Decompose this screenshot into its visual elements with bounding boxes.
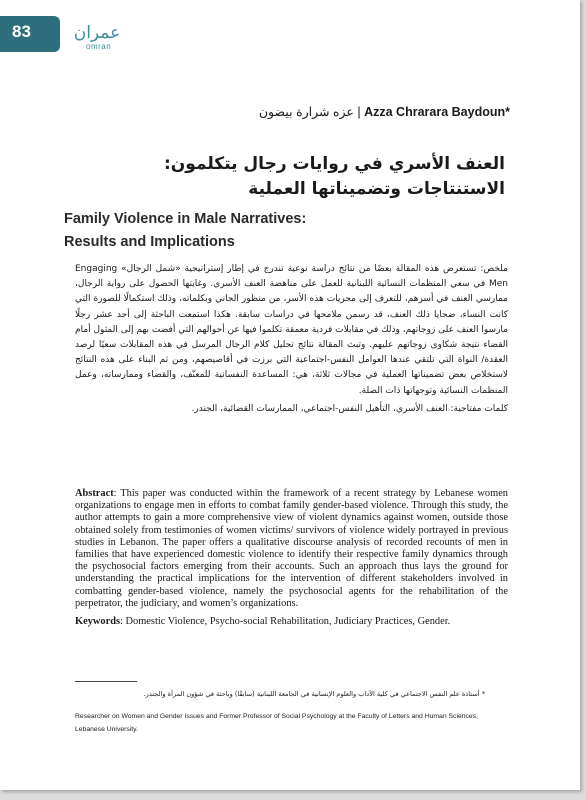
english-abstract-paragraph: [75, 488, 508, 610]
english-keywords: [75, 616, 508, 628]
page-number-tab: [0, 16, 60, 52]
english-title-line2: Results and Implications: [64, 234, 235, 250]
arabic-keywords-text: العنف الأسري، التأهيل النفس-اجتماعي، الممارسات القضائية، الجندر.: [191, 403, 448, 414]
english-title-line1: Family Violence in Male Narratives:: [64, 211, 307, 227]
arabic-title-line2: الاستنتاجات وتضميناتها العملية: [248, 179, 505, 199]
author-mark: *: [505, 105, 510, 119]
arabic-keywords-label: كلمات مفتاحية:: [450, 403, 508, 414]
author-separator: |: [357, 105, 361, 119]
footnote-divider: [75, 681, 137, 682]
logo-text: عمران: [73, 23, 121, 43]
page-number: 83: [12, 22, 31, 41]
english-keywords-text: : Domestic Violence, Psycho-social Rehabilitation, Judiciary Practices, Gender.: [120, 616, 451, 628]
author-arabic: عزه شرارة بيضون: [258, 105, 354, 119]
footnote-arabic: * أستاذة علم النفس الاجتماعي في كلية الآداب والعلوم الإنسانية في الجامعة اللبنانية (سابقًا) وباحثة في شؤون المرأة والجندر.: [143, 690, 485, 698]
arabic-title-line1: العنف الأسري في روايات رجال يتكلمون:: [164, 154, 505, 174]
arabic-abstract-label: ملخص:: [480, 264, 508, 274]
logo-subtitle: omran: [86, 42, 112, 51]
arabic-abstract-paragraph: [75, 262, 508, 399]
footnote-english: Researcher on Women and Gender Issues and Former Professor of Social Psychology at the Faculty of Letters and Human Sciences, Lebanese University.: [75, 713, 478, 733]
english-abstract: [75, 488, 508, 628]
author-english: Azza Chrarara Baydoun: [364, 105, 506, 119]
english-title: [64, 208, 424, 254]
arabic-abstract-body: تستعرض هذه المقالة بعضًا من نتائج دراسة نوعية تندرج في إطار إستراتيجية «شمل الرجال» Engaging Men في سعي المنظمات النسائية اللبنانية للعمل على مناهضة العنف الأسري. وغايتها الحصول على رواية الرجال، ممارسي العنف في أسرهم، للتعرف إلى مجريات هذه الأسر، من منظور الجاني وبكلماته، وذلك استكمالًا للصورة التي كانت النساء، ضحايا ذلك العنف، قد رسمن ملامحها في دراسات سابقة. هكذا استمعت الباحثة إلى أحد عشر رجلًا مارسوا العنف على زوجاتهم، وذلك في مقابلات فردية معمقة تكلموا فيها عن أحوالهم التي أفضت بهم إلى المثول أمام القضاء نتيجة شكاوى زوجاتهم عليهم. وتبث المقالة نتائج تحليل كلام الرجال المرسل في هذه المقابلات سعيًا لرصد العقدة/ النواة التي تلتقي عندها العوامل النفس-اجتماعية التي برزت في أقاصيصهم، ومن ثم البناء على هذه النتائج لاستخلاص بعض تضميناتها العملية في مجالات ثلاثة، هي: المساعدة النفسانية للمعنّف، والقضاء وممارساته، وعمل المنظمات النسائية وتوجهاتها ذات الصلة.: [75, 264, 508, 396]
arabic-title: [75, 152, 505, 202]
arabic-abstract: [75, 262, 508, 417]
english-abstract-label: Abstract: [75, 488, 114, 499]
english-abstract-body: : This paper was conducted within the framework of a recent strategy by Lebanese women organizations to engage men in efforts to combat family gender-based violence. Through this study, the author attempts to gain a more comprehensive view of violent dynamics against women, outside those obtained solely from testimonies of women victims/ survivors of violence widely portrayed in previous studies in Lebanon. The paper offers a qualitative discourse analysis of recorded recounts of men in families that have experienced domestic violence to identify their respective family dynamics through the psychosocial factors emerging from their accounts. Such an approach thus lays the ground for understanding the practical implications for the intervention of different stakeholders involved in combatting gender-based violence, namely the psychosocial agents for the rehabilitation of the perpetrator, the judiciary, and women’s organizations.: [75, 488, 508, 609]
author-line: [259, 104, 510, 119]
english-keywords-label: Keywords: [75, 616, 121, 628]
arabic-keywords: [75, 402, 508, 417]
